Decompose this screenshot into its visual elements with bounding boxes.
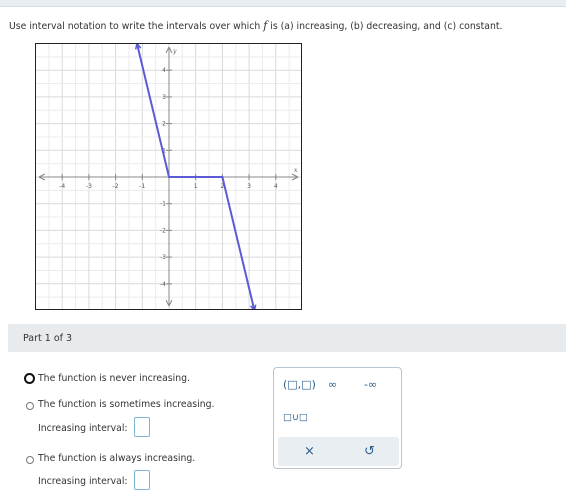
graph-svg (36, 44, 301, 309)
x-tick-label: 2 (220, 183, 225, 190)
function-variable: f (263, 19, 268, 32)
x-tick-label: -2 (112, 183, 119, 190)
x-tick-label: 3 (247, 183, 252, 190)
open-interval-button[interactable]: (□,□) (283, 378, 316, 391)
increasing-interval-label-2: Increasing interval: (38, 476, 128, 487)
undo-icon[interactable]: ↺ (364, 444, 375, 459)
increasing-interval-label-1: Increasing interval: (38, 423, 128, 434)
x-tick-label: 1 (193, 183, 198, 190)
option-sometimes-increasing[interactable]: The function is sometimes increasing. (38, 399, 215, 410)
palette-actions (278, 437, 399, 466)
union-button[interactable]: □∪□ (283, 412, 308, 423)
question-suffix: is (a) increasing, (b) decreasing, and (c) constant. (267, 21, 503, 32)
x-tick-label: -1 (139, 183, 146, 190)
negative-infinity-button[interactable]: -∞ (364, 378, 378, 391)
x-tick-label: -4 (59, 183, 66, 190)
y-tick-label: -2 (160, 227, 166, 235)
x-tick-label: 4 (273, 183, 278, 190)
top-bar (0, 0, 566, 7)
increasing-interval-input-1[interactable] (134, 417, 150, 437)
function-graph (35, 43, 302, 310)
y-axis-label: y (173, 48, 177, 55)
option-never-increasing[interactable]: The function is never increasing. (38, 373, 190, 384)
y-tick-label: -1 (160, 200, 166, 208)
y-tick-label: 1 (162, 147, 166, 155)
close-icon[interactable]: × (304, 444, 315, 459)
y-tick-label: -4 (160, 280, 166, 288)
infinity-button[interactable]: ∞ (328, 378, 338, 391)
y-tick-label: -3 (160, 254, 166, 262)
math-palette (273, 367, 402, 469)
part-header (8, 324, 566, 352)
radio-always-increasing[interactable] (26, 456, 34, 464)
option-always-increasing[interactable]: The function is always increasing. (38, 453, 196, 464)
part-label: Part 1 of 3 (23, 333, 73, 344)
x-axis-label: x (294, 167, 298, 174)
y-tick-label: 4 (162, 67, 166, 75)
x-tick-label: -3 (85, 183, 92, 190)
question-prefix: Use interval notation to write the intervals over which (9, 21, 264, 32)
y-tick-label: 2 (162, 120, 166, 128)
question-text (9, 19, 502, 32)
radio-sometimes-increasing[interactable] (26, 402, 34, 410)
y-tick-label: 3 (162, 93, 166, 101)
increasing-interval-input-2[interactable] (134, 470, 150, 490)
radio-never-increasing[interactable] (24, 373, 35, 384)
